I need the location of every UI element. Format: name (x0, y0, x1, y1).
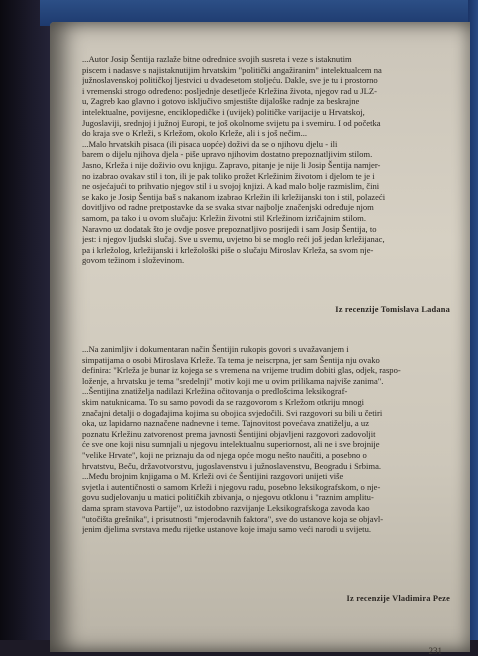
book-cover-left (0, 0, 52, 640)
text-line: piscem i nadasve s najistaknutijim hrvatskim "politički angažiranim" intelektualcem na (82, 64, 382, 75)
text-line: intelektualne, povijesne, enciklopedičke i (uvijek) političke varijacije u Hrvatskoj, (82, 106, 365, 117)
text-line: ...Autor Josip Šentija razlaže bitne odrednice svojih susreta i veze s istaknutim (82, 54, 352, 64)
text-line: i vremenski strogo određeno: posljednje desetljeće Krležina života, njegov rad u JLZ- (82, 85, 377, 96)
text-line: do kraja sve o Krleži, s Krležom, okolo Krleže, ali i s još nečim... (82, 128, 308, 139)
text-line: jest: i njegov ljudski slučaj. Sve u svemu, uvjetno bi se moglo reći još jedan krležijanac, (82, 234, 385, 245)
book-page (50, 22, 470, 656)
second-review-attribution: Iz recenzije Vladimira Peze (346, 594, 450, 603)
text-line: će sve one koji nisu sumnjali u njegovu intelektualnu superiornost, ali ne i sve brojnije (82, 439, 380, 450)
text-line: svjetla i autentičnosti o samom Krleži i njegovu radu, posebno leksikografskom, o nje- (82, 481, 381, 492)
text-line: Jugoslaviji, srednjoj i južnoj Europi, te još okolnome svijetu pa i svemiru. I od početka (82, 117, 381, 128)
text-line: no izabrao ovakav stil i ton, ili je pak toliko prožet Krležinim životom i djelom te je i (82, 170, 375, 181)
page-number: 231 (428, 646, 442, 656)
text-line: hrvatstvu, Beču, državotvorstvu, jugoslavenstvu i južnoslavenstvu, Beogradu i Srbima. (82, 460, 382, 471)
text-line: "utočišta grešnika", i prisutnosti "mjerodavnih faktora", sve do ustanove koja se objavl- (82, 513, 384, 524)
text-line: u, Zagreb kao glavno i gotovo isključivo smjestište dijaloške radnje za beskrajne (82, 96, 360, 107)
first-review-text (82, 54, 450, 266)
first-review-attribution: Iz recenzije Tomislava Ladana (335, 305, 450, 314)
text-line: barem o dijelu njihova djela - piše upravo njihovim dostatno prepoznatljivim stilom. (82, 149, 373, 160)
text-line: poznatu Krležinu zatvorenost prema javnosti Šentijini objavljeni razgovori zadovoljit (82, 428, 376, 439)
text-line: ...Šentijina znatiželja nadilazi Krležina očitovanja o predlošcima leksikograf- (82, 386, 348, 397)
text-line: govu sudjelovanju u matici političkih zbivanja, o njegovu otklonu i "raznim amplitu- (82, 492, 374, 503)
text-line: dovitljivo od radne pretpostavke da se svaka stvar najbolje značenjski određuje njom (82, 202, 374, 213)
text-line: loženje, a hrvatsku je tema "sredelnji" motiv koji me u ovim prilikama najviše zanima". (82, 375, 384, 386)
text-line: jenim djelima svrstava među rijetke ustanove koje imaju samo veći narodi u svijetu. (82, 524, 372, 535)
text-line: ...Među brojnim knjigama o M. Krleži ovi će Šentijini razgovori unijeti više (82, 471, 344, 482)
text-line: Jasno, Krleža i nije doživio ovu knjigu. Zapravo, pitanje je nije li Josip Šentija namjer- (82, 159, 381, 170)
text-line: ...Na zanimljiv i dokumentaran način Šentijin rukopis govori s uvažavanjem i (82, 344, 349, 354)
text-line: "velike Hrvate", koji ne priznaju da od njega opće mogu nešto naučiti, a posebno o (82, 449, 367, 460)
text-line: značajni detalji o događajima kojima su obojica svjedočili. Svi razgovori su bili u četiri (82, 407, 383, 418)
text-line: samom, pa tako i u ovom slučaju: Krležin životni stil Krležinom izričajnim stilom. (82, 212, 367, 223)
second-review-text (82, 344, 450, 535)
text-line: simpatijama o osobi Miroslava Krleže. Ta tema je neiscrpna, jer sam Šentija nju ovako (82, 354, 380, 365)
text-line: ne osjećajući to prihvatio njegov stil i u svojoj knjizi. A kad malo bolje razmislim, čini (82, 181, 380, 192)
text-line: govom težinom i složevinom. (82, 255, 185, 266)
text-line: se kako je Josip Šentija baš s nakanom izabrao Krležin ili krležijanski ton i stil, polazeći (82, 191, 386, 202)
text-line: oka, uz lapidarno naznačene nadnevne i teme. Tajnovitost povećava znatiželju, a uz (82, 418, 370, 429)
text-line: skim natuknicama. To su samo povodi da se razgovorom s Krležom otkriju mnogi (82, 396, 365, 407)
text-line: ...Malo hrvatskih pisaca (ili pisaca uopće) doživi da se o njihovu djelu - ili (82, 138, 338, 149)
text-line: dama spram stavova Partije", uz istodobno razvijanje Leksikografskoga zavoda kao (82, 502, 370, 513)
text-line: Naravno uz dodatak što je ovdje posve prepoznatljivo posrijedi i sam Josip Šentija, to (82, 223, 377, 234)
text-line: definira: "Krleža je bunar iz kojega se s vremena na vrijeme trudim dobiti glas, odjek, raspo- (82, 365, 401, 376)
text-line: južnoslavenskoj političkoj ljestvici u dvadesetom stoljeću. Dakle, sve je tu i prostorno (82, 75, 378, 86)
text-line: pa i krležolog, krležijanski i krležološki piše o slučaju Miroslav Krleža, sa svom nje- (82, 244, 374, 255)
